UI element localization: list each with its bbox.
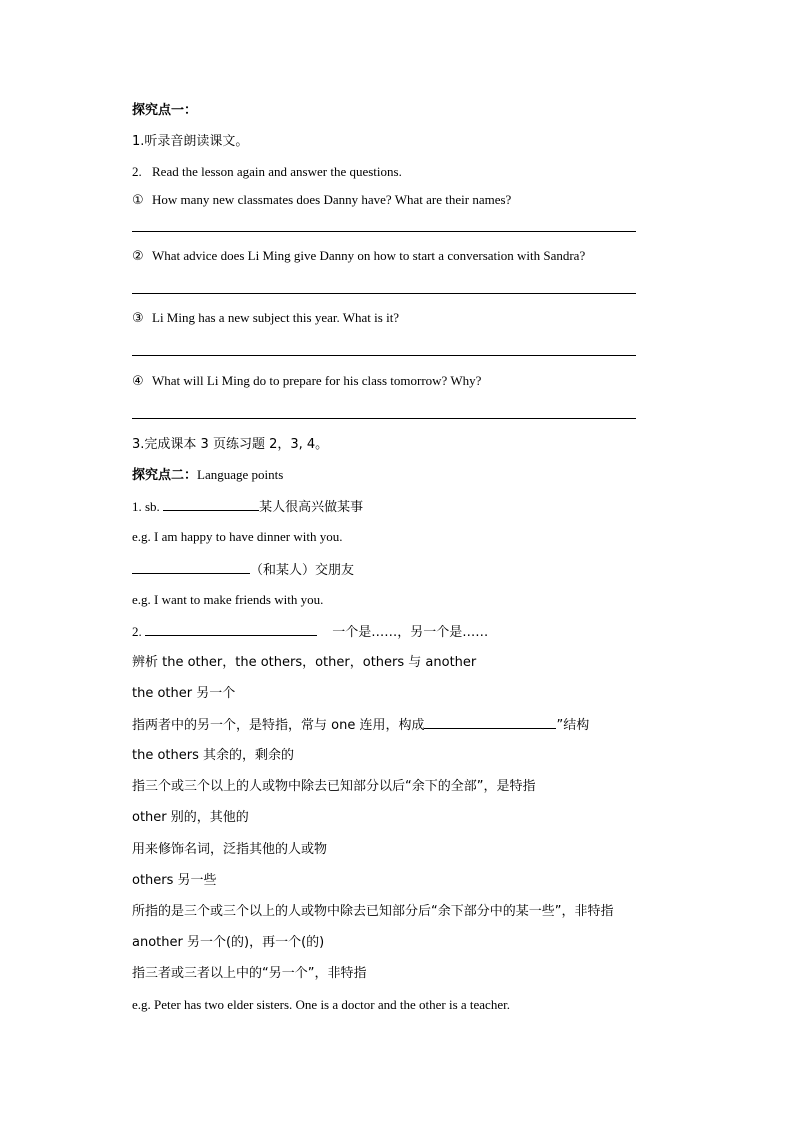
others-title: others 另一些 — [132, 873, 217, 888]
question-4: ④ What will Li Ming do to prepare for his class tomorrow? Why? — [132, 373, 482, 389]
question-3: ③ Li Ming has a new subject this year. What is it? — [132, 310, 400, 326]
question-2: ② What advice does Li Ming give Danny on how to start a conversation with Sandra? — [132, 248, 586, 264]
answer-line-3[interactable] — [132, 355, 636, 356]
section1-item3: 3.完成课本 3 页练习题 2，3, 4。 — [132, 437, 329, 452]
fill-blank-3[interactable] — [145, 623, 317, 636]
others-desc: 所指的是三个或三个以上的人或物中除去已知部分后“余下部分中的某一些”，非特指 — [132, 904, 614, 919]
answer-line-1[interactable] — [132, 231, 636, 232]
section2-heading: 探究点二：Language points — [132, 467, 284, 483]
point-1: 1. sb. 某人很高兴做某事 — [132, 499, 364, 515]
point-1b-example: e.g. I want to make friends with you. — [132, 592, 324, 607]
the-other-title: the other 另一个 — [132, 686, 236, 701]
section1-item1: 1.听录音朗读课文。 — [132, 134, 249, 149]
point-1b: （和某人）交朋友 — [132, 561, 354, 579]
the-other-desc: 指两者中的另一个，是特指，常与 one 连用，构成 ”结构 — [132, 718, 590, 733]
question-1: ① How many new classmates does Danny have? What are their names? — [132, 192, 512, 208]
fill-blank-2[interactable] — [132, 561, 250, 574]
point-1-example: e.g. I am happy to have dinner with you. — [132, 529, 343, 544]
section1-item2: 2. Read the lesson again and answer the questions. — [132, 164, 402, 179]
other-desc: 用来修饰名词，泛指其他的人或物 — [132, 842, 328, 857]
fill-blank-4[interactable] — [424, 716, 556, 729]
fill-blank-1[interactable] — [163, 498, 259, 511]
point-2: 2. 一个是……，另一个是…… — [132, 624, 489, 640]
answer-line-2[interactable] — [132, 293, 636, 294]
another-desc: 指三者或三者以上中的“另一个”，非特指 — [132, 966, 367, 981]
analysis-title: 辨析 the other，the others，other，others 与 another — [132, 655, 477, 670]
the-others-desc: 指三个或三个以上的人或物中除去已知部分以后“余下的全部”，是特指 — [132, 779, 536, 794]
answer-line-4[interactable] — [132, 418, 636, 419]
the-others-title: the others 其余的，剩余的 — [132, 748, 295, 763]
other-title: other 别的，其他的 — [132, 810, 249, 825]
section1-heading: 探究点一： — [132, 103, 198, 118]
final-example: e.g. Peter has two elder sisters. One is a doctor and the other is a teacher. — [132, 997, 510, 1012]
another-title: another 另一个(的)，再一个(的) — [132, 935, 325, 950]
